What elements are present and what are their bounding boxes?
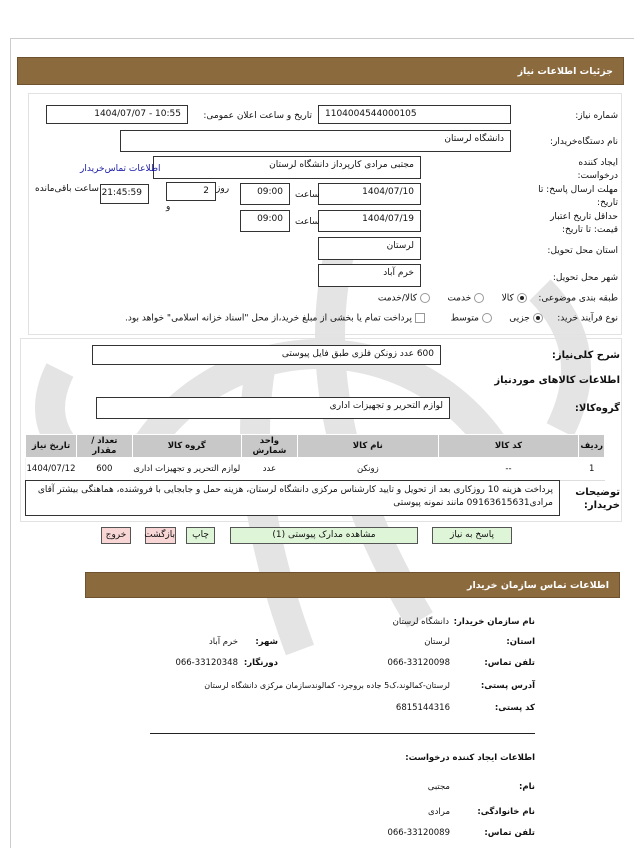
table-header-row	[26, 435, 605, 458]
col-group: گروه کالا	[132, 435, 241, 458]
fax-label: دورنگار:	[243, 658, 278, 668]
creator-label: ایجاد کننده درخواست:	[577, 158, 618, 181]
col-name: نام کالا	[298, 435, 438, 458]
category-radio-both[interactable]	[420, 293, 430, 303]
goods-title: اطلاعات کالاهای موردنیاز	[494, 375, 620, 386]
print-button[interactable]: چاپ	[186, 527, 215, 544]
deadline-date-field[interactable]: 1404/07/10	[318, 183, 421, 205]
frame-top-line	[10, 38, 634, 39]
phone-value: 066-33120098	[387, 658, 450, 668]
postal-value: 6815144316	[395, 703, 450, 713]
remaining-time-field: 21:45:59	[100, 184, 149, 204]
back-button[interactable]: بازگشت	[145, 527, 176, 544]
group-label: گروه‌کالا:	[574, 403, 620, 414]
table-row	[26, 458, 605, 481]
col-code: کد کالا	[438, 435, 579, 458]
category-option-both: کالا/خدمت	[377, 293, 418, 304]
group-field: لوازم التحریر و تجهیزات اداری	[96, 397, 450, 419]
category-radio-service[interactable]	[474, 293, 484, 303]
family-label: نام خانوادگی:	[477, 807, 535, 817]
validity-time-label: ساعت	[295, 217, 320, 227]
col-unit: واحد شمارش	[241, 435, 297, 458]
announce-label: تاریخ و ساعت اعلان عمومی:	[203, 111, 312, 121]
need-number-label: شماره نیاز:	[575, 111, 618, 121]
process-row	[125, 313, 618, 324]
name-value: مجتبی	[427, 782, 450, 792]
province-label: استان محل تحویل:	[547, 246, 618, 256]
org-label: نام سازمان خریدار:	[453, 617, 535, 627]
col-date: تاریخ نیاز	[26, 435, 77, 458]
days-label: روز	[216, 184, 230, 194]
buyer-org-field[interactable]: دانشگاه لرستان	[120, 130, 511, 152]
page-header	[17, 57, 624, 85]
contact-divider	[150, 733, 535, 734]
view-attachments-button[interactable]: مشاهده مدارک پیوستی (1)	[230, 527, 418, 544]
phone-label: تلفن تماس:	[484, 658, 535, 668]
creator-field[interactable]: مجتبی مرادی کارپرداز دانشگاه لرستان	[153, 156, 421, 179]
description-field: پرداخت هزینه 10 روزکاری بعد از تحویل و تایید کارشناس مرکزی دانشگاه لرستان، هزینه حمل و جابجایی با فروشنده، هماهنگی بیشتر آقای مرادی09163615631 مانند نمونه پیوستی	[25, 480, 560, 516]
goods-table	[25, 434, 605, 481]
buyer-org-label: نام دستگاه‌خریدار:	[549, 137, 618, 147]
cell-unit: عدد	[241, 458, 297, 481]
category-label: طبقه بندی موضوعی:	[538, 293, 618, 304]
deadline-label: مهلت ارسال پاسخ: تا تاریخ:	[538, 185, 618, 208]
category-row	[378, 293, 618, 304]
summary-field: 600 عدد زونکن فلزی طبق فایل پیوستی	[92, 345, 441, 365]
cell-code: --	[438, 458, 579, 481]
creator-info-title: اطلاعات ایجاد کننده درخواست:	[405, 753, 535, 763]
process-radio-minor[interactable]	[533, 313, 543, 323]
address-value: لرستان-کمالوند،ک5 جاده بروجرد- کمالوندسازمان مرکزی دانشگاه لرستان	[204, 681, 450, 690]
creator-phone-value: 066-33120089	[387, 828, 450, 838]
family-value: مرادی	[427, 807, 450, 817]
exit-button[interactable]: خروج	[101, 527, 131, 544]
page-title: جزئیات اطلاعات نیاز	[517, 66, 613, 77]
announce-field[interactable]: 1404/07/07 - 10:55	[46, 105, 188, 124]
remaining-label: ساعت باقی‌مانده	[35, 184, 99, 194]
treasury-checkbox[interactable]	[415, 313, 425, 323]
cell-name: زونکن	[298, 458, 438, 481]
validity-label: حداقل تاریخ اعتبار قیمت: تا تاریخ:	[550, 212, 618, 235]
name-label: نام:	[518, 782, 535, 792]
cell-qty: 600	[77, 458, 133, 481]
fax-value: 066-33120348	[175, 658, 238, 668]
contact-header	[85, 572, 620, 598]
reply-button[interactable]: پاسخ به نیاز	[432, 527, 512, 544]
deadline-time-label: ساعت	[295, 190, 320, 200]
contact-province-label: استان:	[506, 637, 535, 647]
contact-city-value: خرم آباد	[208, 637, 238, 647]
category-option-goods: کالا	[501, 293, 514, 304]
validity-time-field[interactable]: 09:00	[240, 210, 290, 232]
contact-city-label: شهر:	[255, 637, 278, 647]
cell-date: 1404/07/12	[26, 458, 77, 481]
need-number-field[interactable]: 1104004544000105	[318, 105, 511, 124]
contact-province-value: لرستان	[424, 637, 450, 647]
days-field: 2	[166, 182, 216, 201]
process-label: نوع فرآیند خرید:	[557, 313, 618, 324]
payment-note: پرداخت تمام یا بخشی از مبلغ خرید،از محل "اسناد خزانه اسلامی" خواهد بود.	[125, 313, 413, 324]
postal-label: کد پستی:	[494, 703, 535, 713]
province-field[interactable]: لرستان	[318, 237, 421, 260]
process-option-minor: جزیی	[509, 313, 530, 324]
creator-phone-label: تلفن تماس:	[484, 828, 535, 838]
process-radio-medium[interactable]	[482, 313, 492, 323]
category-radio-goods[interactable]	[517, 293, 527, 303]
city-label: شهر محل تحویل:	[552, 273, 618, 283]
city-field[interactable]: خرم آباد	[318, 264, 421, 287]
contact-title: اطلاعات تماس سازمان خریدار	[466, 580, 609, 591]
cell-row: 1	[579, 458, 605, 481]
summary-label: شرح کلی‌نیاز:	[551, 350, 620, 361]
cell-group: لوازم التحریر و تجهیزات اداری	[132, 458, 241, 481]
buyer-contact-link[interactable]: اطلاعات تماس‌خریدار	[80, 164, 161, 174]
description-label: توضیحات خریدار:	[575, 487, 620, 511]
col-row: ردیف	[579, 435, 605, 458]
category-option-service: خدمت	[447, 293, 472, 304]
col-qty: تعداد / مقدار	[77, 435, 133, 458]
process-option-medium: متوسط	[450, 313, 479, 324]
validity-date-field[interactable]: 1404/07/19	[318, 210, 421, 232]
org-value: دانشگاه لرستان	[392, 617, 449, 627]
deadline-time-field[interactable]: 09:00	[240, 183, 290, 205]
address-label: آدرس پستی:	[480, 681, 535, 691]
and-label: و	[166, 202, 171, 212]
